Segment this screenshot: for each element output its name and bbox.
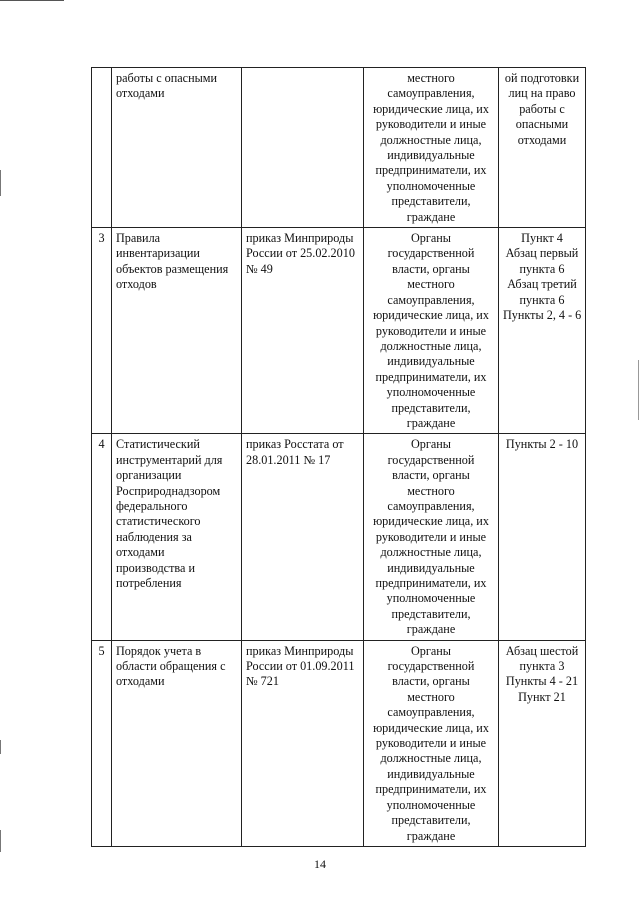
cell-text-line: Пункты 4 - 21 (505, 674, 579, 689)
cell-text-line: должностные лица, (380, 751, 482, 766)
row-number (92, 68, 112, 228)
cell-text-line: местного (407, 689, 455, 704)
cell-text-line: юридические лица, их (373, 308, 489, 323)
cell-text-line: местного (407, 483, 455, 498)
cell-text-line: предприниматели, их (375, 163, 487, 178)
cell-text-line: потребления (116, 576, 182, 590)
cell-text-line: № 49 (246, 261, 273, 276)
cell-text-line: индивидуальные (387, 560, 475, 575)
cell-text-line: юридические лица, их (373, 720, 489, 735)
cell-text-line: производства и (116, 560, 195, 575)
cell-text-line: уполномоченные (386, 591, 476, 606)
subjects-cell (364, 228, 499, 434)
cell-text-line: уполномоченные (386, 385, 476, 400)
legal-acts-table (91, 67, 586, 847)
cell-text-line: власти, органы (392, 261, 470, 276)
subjects-cell (364, 68, 499, 228)
act-name-cell (112, 640, 242, 846)
table-row (92, 228, 586, 434)
cell-text-line: Пункты 2 - 10 (505, 437, 579, 452)
cell-text-line: федерального (116, 498, 188, 513)
cell-text-line: Органы (410, 437, 451, 452)
cell-text-line: власти, органы (392, 674, 470, 689)
cell-text-line: инструментарий для (116, 452, 223, 467)
cell-text-line: организации (116, 468, 182, 483)
table-row (92, 640, 586, 846)
cell-text-line: Абзац шестой (505, 643, 579, 658)
scan-edge-mark (638, 360, 639, 420)
subjects-cell (364, 434, 499, 640)
cell-text-line: объектов размещения (116, 261, 229, 276)
cell-text-line: граждане (406, 828, 456, 843)
cell-text-line: индивидуальные (387, 354, 475, 369)
cell-text-line: отходами (116, 674, 165, 689)
cell-text-line: государственной (387, 452, 475, 467)
cell-text-line: России от 25.02.2010 (246, 246, 355, 261)
cell-text-line: индивидуальные (387, 766, 475, 781)
cell-text-line: должностные лица, (380, 132, 482, 147)
cell-text-line: области обращения с (116, 659, 226, 674)
cell-text-line: руководители и иные (375, 736, 487, 751)
cell-text-line: власти, органы (392, 468, 470, 483)
cell-text-line: представители, (391, 400, 471, 415)
cell-text-line: самоуправления, (387, 705, 475, 720)
scan-edge-mark (0, 170, 1, 196)
cell-text-line: руководители и иные (375, 529, 487, 544)
cell-text-line: Порядок учета в (116, 643, 202, 658)
cell-text-line: России от 01.09.2011 (246, 659, 355, 674)
cell-text-line: самоуправления, (387, 498, 475, 513)
cell-text-line: статистического (116, 514, 201, 529)
cell-text-line: представители, (391, 606, 471, 621)
cell-text-line: Органы (410, 231, 451, 246)
cell-text-line: индивидуальные (387, 148, 475, 163)
act-details-cell (242, 68, 364, 228)
cell-text-line: предприниматели, их (375, 576, 487, 590)
row-number: 3 (92, 228, 112, 434)
cell-text-line: приказ Росстата от (246, 437, 344, 452)
cell-text-line: должностные лица, (380, 338, 482, 353)
scan-edge-mark (0, 830, 1, 852)
cell-text-line: пункта 6 (519, 261, 565, 276)
structural-units-cell (499, 640, 586, 846)
cell-text-line: руководители и иные (375, 323, 487, 338)
cell-text-line: предприниматели, их (375, 782, 487, 797)
cell-text-line: работы с опасными (116, 71, 218, 85)
cell-text-line: отходами (517, 132, 567, 147)
cell-text-line: граждане (406, 209, 456, 224)
cell-text-line: отходами (116, 86, 165, 101)
act-details-cell (242, 640, 364, 846)
cell-text-line: наблюдения за (116, 529, 192, 544)
cell-text-line: уполномоченные (386, 178, 476, 193)
scan-edge-line (0, 0, 64, 1)
cell-text-line: Органы (410, 643, 451, 658)
row-number: 4 (92, 434, 112, 640)
cell-text-line: пункта 3 (519, 659, 565, 674)
cell-text-line: отходами (116, 545, 165, 560)
cell-text-line: представители, (391, 194, 471, 209)
cell-text-line: юридические лица, их (373, 101, 489, 116)
cell-text-line: лиц на право (508, 86, 576, 101)
cell-text-line: Росприроднадзором (116, 483, 221, 498)
cell-text-line: предприниматели, их (375, 369, 487, 384)
cell-text-line: № 721 (246, 674, 279, 689)
cell-text-line: ой подготовки (504, 71, 580, 85)
cell-text-line: Пункт 21 (518, 689, 566, 704)
cell-text-line: пункта 6 (519, 292, 565, 307)
structural-units-cell (499, 434, 586, 640)
cell-text-line: граждане (406, 415, 456, 430)
cell-text-line: руководители и иные (375, 117, 487, 132)
cell-text-line: местного (407, 277, 455, 292)
cell-text-line: Пункт 4 (521, 231, 563, 246)
cell-text-line: самоуправления, (387, 292, 475, 307)
cell-text-line: государственной (387, 246, 475, 261)
table-row (92, 434, 586, 640)
cell-text-line: отходов (116, 277, 157, 292)
act-name-cell (112, 228, 242, 434)
cell-text-line: Статистический (116, 437, 200, 452)
cell-text-line: работы с (519, 101, 565, 116)
cell-text-line: Пункты 2, 4 - 6 (503, 308, 582, 323)
cell-text-line: юридические лица, их (373, 514, 489, 529)
table-row (92, 68, 586, 228)
act-details-cell (242, 228, 364, 434)
cell-text-line: опасными (515, 117, 569, 132)
cell-text-line: приказ Минприроды (246, 643, 354, 658)
cell-text-line: представители, (391, 813, 471, 828)
act-details-cell (242, 434, 364, 640)
cell-text-line: граждане (406, 622, 456, 637)
structural-units-cell (499, 228, 586, 434)
structural-units-cell (499, 68, 586, 228)
act-name-cell (112, 434, 242, 640)
cell-text-line: инвентаризации (116, 246, 200, 261)
cell-text-line: уполномоченные (386, 797, 476, 812)
act-name-cell (112, 68, 242, 228)
scan-edge-mark (0, 740, 1, 754)
cell-text-line: государственной (387, 659, 475, 674)
cell-text-line: Абзац первый (505, 246, 579, 261)
cell-text-line: Абзац третий (507, 277, 577, 292)
table-body (92, 68, 586, 847)
page-number: 14 (314, 857, 326, 871)
cell-text-line: Правила (116, 231, 161, 246)
cell-text-line: местного (407, 71, 455, 85)
row-number: 5 (92, 640, 112, 846)
cell-text-line: должностные лица, (380, 545, 482, 560)
cell-text-line: самоуправления, (387, 86, 475, 101)
cell-text-line: приказ Минприроды (246, 231, 354, 246)
cell-text-line: 28.01.2011 № 17 (246, 452, 331, 467)
subjects-cell (364, 640, 499, 846)
